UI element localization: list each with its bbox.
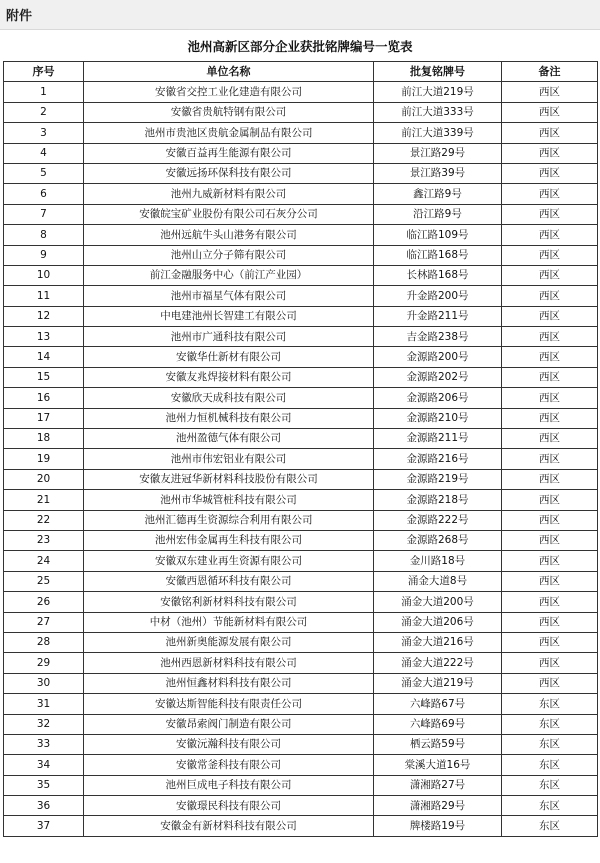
- table-row: [4, 653, 598, 673]
- cell-plate-number: 金源路216号: [374, 449, 502, 469]
- cell-plate-number: 潇湘路29号: [374, 796, 502, 816]
- cell-note: 西区: [502, 408, 598, 428]
- table-row: [4, 734, 598, 754]
- cell-company-name: 安徽欣天成科技有限公司: [84, 388, 374, 408]
- cell-serial-number: 20: [4, 469, 84, 489]
- table-row: [4, 551, 598, 571]
- enterprise-table: [3, 61, 598, 837]
- table-row: [4, 408, 598, 428]
- cell-note: 西区: [502, 551, 598, 571]
- cell-company-name: 安徽昂索阀门制造有限公司: [84, 714, 374, 734]
- cell-plate-number: 临江路168号: [374, 245, 502, 265]
- table-row: [4, 592, 598, 612]
- cell-note: 西区: [502, 449, 598, 469]
- cell-company-name: 安徽皖宝矿业股份有限公司石灰分公司: [84, 204, 374, 224]
- cell-serial-number: 9: [4, 245, 84, 265]
- cell-serial-number: 2: [4, 102, 84, 122]
- cell-serial-number: 17: [4, 408, 84, 428]
- cell-note: 西区: [502, 82, 598, 102]
- cell-serial-number: 10: [4, 265, 84, 285]
- cell-serial-number: 30: [4, 673, 84, 693]
- cell-note: 西区: [502, 612, 598, 632]
- table-row: [4, 347, 598, 367]
- cell-company-name: 池州巨成电子科技有限公司: [84, 775, 374, 795]
- cell-note: 西区: [502, 327, 598, 347]
- table-row: [4, 82, 598, 102]
- cell-plate-number: 潇湘路27号: [374, 775, 502, 795]
- table-row: [4, 632, 598, 652]
- table-row: [4, 184, 598, 204]
- table-row: [4, 755, 598, 775]
- cell-plate-number: 景江路29号: [374, 143, 502, 163]
- cell-plate-number: 金川路18号: [374, 551, 502, 571]
- cell-note: 西区: [502, 245, 598, 265]
- cell-note: 西区: [502, 204, 598, 224]
- cell-company-name: 池州远航牛头山港务有限公司: [84, 225, 374, 245]
- cell-company-name: 池州新奥能源发展有限公司: [84, 632, 374, 652]
- table-row: [4, 775, 598, 795]
- cell-serial-number: 11: [4, 286, 84, 306]
- table-row: [4, 816, 598, 836]
- cell-plate-number: 六峰路67号: [374, 694, 502, 714]
- table-row: [4, 490, 598, 510]
- cell-serial-number: 24: [4, 551, 84, 571]
- cell-company-name: 池州市伟宏铝业有限公司: [84, 449, 374, 469]
- cell-plate-number: 金源路200号: [374, 347, 502, 367]
- column-header-name: 单位名称: [84, 62, 374, 82]
- cell-serial-number: 15: [4, 367, 84, 387]
- cell-company-name: 池州盈德气体有限公司: [84, 429, 374, 449]
- cell-company-name: 安徽金有新材料科技有限公司: [84, 816, 374, 836]
- table-row: [4, 204, 598, 224]
- attachment-label: 附件: [6, 9, 33, 24]
- cell-note: 东区: [502, 734, 598, 754]
- cell-serial-number: 4: [4, 143, 84, 163]
- cell-plate-number: 涌金大道206号: [374, 612, 502, 632]
- cell-company-name: 池州九威新材料有限公司: [84, 184, 374, 204]
- cell-plate-number: 棠溪大道16号: [374, 755, 502, 775]
- cell-serial-number: 16: [4, 388, 84, 408]
- column-header-plate: 批复铭牌号: [374, 62, 502, 82]
- table-row: [4, 265, 598, 285]
- cell-note: 西区: [502, 469, 598, 489]
- table-row: [4, 367, 598, 387]
- cell-company-name: 池州市福星气体有限公司: [84, 286, 374, 306]
- table-row: [4, 123, 598, 143]
- document-title: 池州高新区部分企业获批铭牌编号一览表: [187, 39, 413, 54]
- cell-note: 西区: [502, 388, 598, 408]
- cell-plate-number: 升金路200号: [374, 286, 502, 306]
- column-header-note: 备注: [502, 62, 598, 82]
- cell-note: 西区: [502, 102, 598, 122]
- cell-company-name: 安徽远扬环保科技有限公司: [84, 163, 374, 183]
- cell-company-name: 中电建池州长智建工有限公司: [84, 306, 374, 326]
- cell-note: 西区: [502, 592, 598, 612]
- cell-company-name: 安徽常釜科技有限公司: [84, 755, 374, 775]
- cell-plate-number: 涌金大道219号: [374, 673, 502, 693]
- cell-note: 西区: [502, 347, 598, 367]
- cell-company-name: 池州市广通科技有限公司: [84, 327, 374, 347]
- cell-serial-number: 33: [4, 734, 84, 754]
- cell-plate-number: 栖云路59号: [374, 734, 502, 754]
- cell-company-name: 前江金融服务中心（前江产业园）: [84, 265, 374, 285]
- cell-note: 西区: [502, 632, 598, 652]
- table-row: [4, 469, 598, 489]
- cell-note: 西区: [502, 530, 598, 550]
- cell-company-name: 安徽达斯智能科技有限责任公司: [84, 694, 374, 714]
- cell-serial-number: 28: [4, 632, 84, 652]
- cell-note: 西区: [502, 286, 598, 306]
- cell-plate-number: 金源路210号: [374, 408, 502, 428]
- cell-note: 西区: [502, 571, 598, 591]
- table-row: [4, 571, 598, 591]
- cell-serial-number: 23: [4, 530, 84, 550]
- cell-company-name: 安徽百益再生能源有限公司: [84, 143, 374, 163]
- cell-serial-number: 19: [4, 449, 84, 469]
- cell-company-name: 安徽省交控工业化建造有限公司: [84, 82, 374, 102]
- cell-note: 西区: [502, 510, 598, 530]
- table-row: [4, 612, 598, 632]
- cell-note: 东区: [502, 714, 598, 734]
- table-row: [4, 102, 598, 122]
- table-row: [4, 714, 598, 734]
- cell-note: 西区: [502, 653, 598, 673]
- table-row: [4, 530, 598, 550]
- cell-serial-number: 32: [4, 714, 84, 734]
- cell-plate-number: 长林路168号: [374, 265, 502, 285]
- cell-plate-number: 涌金大道200号: [374, 592, 502, 612]
- table-row: [4, 796, 598, 816]
- cell-serial-number: 12: [4, 306, 84, 326]
- cell-note: 西区: [502, 123, 598, 143]
- cell-note: 西区: [502, 265, 598, 285]
- table-header: [4, 62, 598, 82]
- cell-plate-number: 金源路202号: [374, 367, 502, 387]
- table-row: [4, 673, 598, 693]
- cell-company-name: 安徽铭利新材料科技有限公司: [84, 592, 374, 612]
- cell-company-name: 安徽双东建业再生资源有限公司: [84, 551, 374, 571]
- table-row: [4, 510, 598, 530]
- cell-company-name: 池州市贵池区贵航金属制品有限公司: [84, 123, 374, 143]
- cell-plate-number: 沿江路9号: [374, 204, 502, 224]
- cell-company-name: 池州西恩新材料科技有限公司: [84, 653, 374, 673]
- cell-note: 西区: [502, 143, 598, 163]
- cell-serial-number: 7: [4, 204, 84, 224]
- cell-plate-number: 前江大道219号: [374, 82, 502, 102]
- cell-serial-number: 3: [4, 123, 84, 143]
- cell-company-name: 安徽省贵航特钢有限公司: [84, 102, 374, 122]
- cell-plate-number: 前江大道339号: [374, 123, 502, 143]
- cell-note: 东区: [502, 796, 598, 816]
- cell-note: 东区: [502, 755, 598, 775]
- cell-plate-number: 金源路219号: [374, 469, 502, 489]
- cell-note: 东区: [502, 694, 598, 714]
- cell-plate-number: 景江路39号: [374, 163, 502, 183]
- table-row: [4, 306, 598, 326]
- cell-plate-number: 鑫江路9号: [374, 184, 502, 204]
- cell-company-name: 安徽沅瀚科技有限公司: [84, 734, 374, 754]
- table-body: [4, 82, 598, 836]
- cell-note: 西区: [502, 429, 598, 449]
- cell-company-name: 安徽友进冠华新材料科技股份有限公司: [84, 469, 374, 489]
- column-header-no: 序号: [4, 62, 84, 82]
- cell-serial-number: 36: [4, 796, 84, 816]
- cell-serial-number: 13: [4, 327, 84, 347]
- cell-plate-number: 吉金路238号: [374, 327, 502, 347]
- cell-note: 东区: [502, 816, 598, 836]
- table-row: [4, 694, 598, 714]
- table-row: [4, 449, 598, 469]
- cell-serial-number: 6: [4, 184, 84, 204]
- table-row: [4, 225, 598, 245]
- cell-serial-number: 26: [4, 592, 84, 612]
- cell-plate-number: 前江大道333号: [374, 102, 502, 122]
- table-row: [4, 327, 598, 347]
- cell-company-name: 池州恒鑫材料科技有限公司: [84, 673, 374, 693]
- cell-serial-number: 8: [4, 225, 84, 245]
- cell-company-name: 池州宏伟金属再生科技有限公司: [84, 530, 374, 550]
- cell-serial-number: 34: [4, 755, 84, 775]
- cell-company-name: 安徽璟民科技有限公司: [84, 796, 374, 816]
- cell-serial-number: 18: [4, 429, 84, 449]
- table-row: [4, 143, 598, 163]
- cell-serial-number: 14: [4, 347, 84, 367]
- cell-plate-number: 涌金大道222号: [374, 653, 502, 673]
- cell-serial-number: 22: [4, 510, 84, 530]
- cell-note: 东区: [502, 775, 598, 795]
- table-row: [4, 163, 598, 183]
- cell-plate-number: 金源路206号: [374, 388, 502, 408]
- cell-serial-number: 37: [4, 816, 84, 836]
- cell-plate-number: 涌金大道8号: [374, 571, 502, 591]
- cell-plate-number: 金源路268号: [374, 530, 502, 550]
- cell-serial-number: 1: [4, 82, 84, 102]
- cell-company-name: 池州市华城管桩科技有限公司: [84, 490, 374, 510]
- attachment-header: [0, 0, 600, 30]
- cell-plate-number: 金源路218号: [374, 490, 502, 510]
- cell-note: 西区: [502, 673, 598, 693]
- cell-company-name: 池州力恒机械科技有限公司: [84, 408, 374, 428]
- cell-company-name: 池州汇德再生资源综合利用有限公司: [84, 510, 374, 530]
- cell-plate-number: 金源路222号: [374, 510, 502, 530]
- table-row: [4, 388, 598, 408]
- table-header-row: [4, 62, 598, 82]
- table-row: [4, 429, 598, 449]
- cell-serial-number: 29: [4, 653, 84, 673]
- cell-company-name: 池州山立分子筛有限公司: [84, 245, 374, 265]
- cell-plate-number: 六峰路69号: [374, 714, 502, 734]
- cell-note: 西区: [502, 306, 598, 326]
- cell-plate-number: 涌金大道216号: [374, 632, 502, 652]
- cell-plate-number: 临江路109号: [374, 225, 502, 245]
- cell-note: 西区: [502, 225, 598, 245]
- table-row: [4, 245, 598, 265]
- cell-company-name: 中材（池州）节能新材料有限公司: [84, 612, 374, 632]
- cell-company-name: 安徽华仕新材有限公司: [84, 347, 374, 367]
- cell-serial-number: 5: [4, 163, 84, 183]
- cell-plate-number: 升金路211号: [374, 306, 502, 326]
- cell-serial-number: 25: [4, 571, 84, 591]
- cell-note: 西区: [502, 490, 598, 510]
- cell-company-name: 安徽友兆焊接材料有限公司: [84, 367, 374, 387]
- cell-serial-number: 31: [4, 694, 84, 714]
- cell-serial-number: 27: [4, 612, 84, 632]
- cell-note: 西区: [502, 184, 598, 204]
- cell-plate-number: 牌楼路19号: [374, 816, 502, 836]
- cell-plate-number: 金源路211号: [374, 429, 502, 449]
- cell-note: 西区: [502, 163, 598, 183]
- cell-company-name: 安徽西恩循环科技有限公司: [84, 571, 374, 591]
- cell-serial-number: 35: [4, 775, 84, 795]
- cell-serial-number: 21: [4, 490, 84, 510]
- table-row: [4, 286, 598, 306]
- cell-note: 西区: [502, 367, 598, 387]
